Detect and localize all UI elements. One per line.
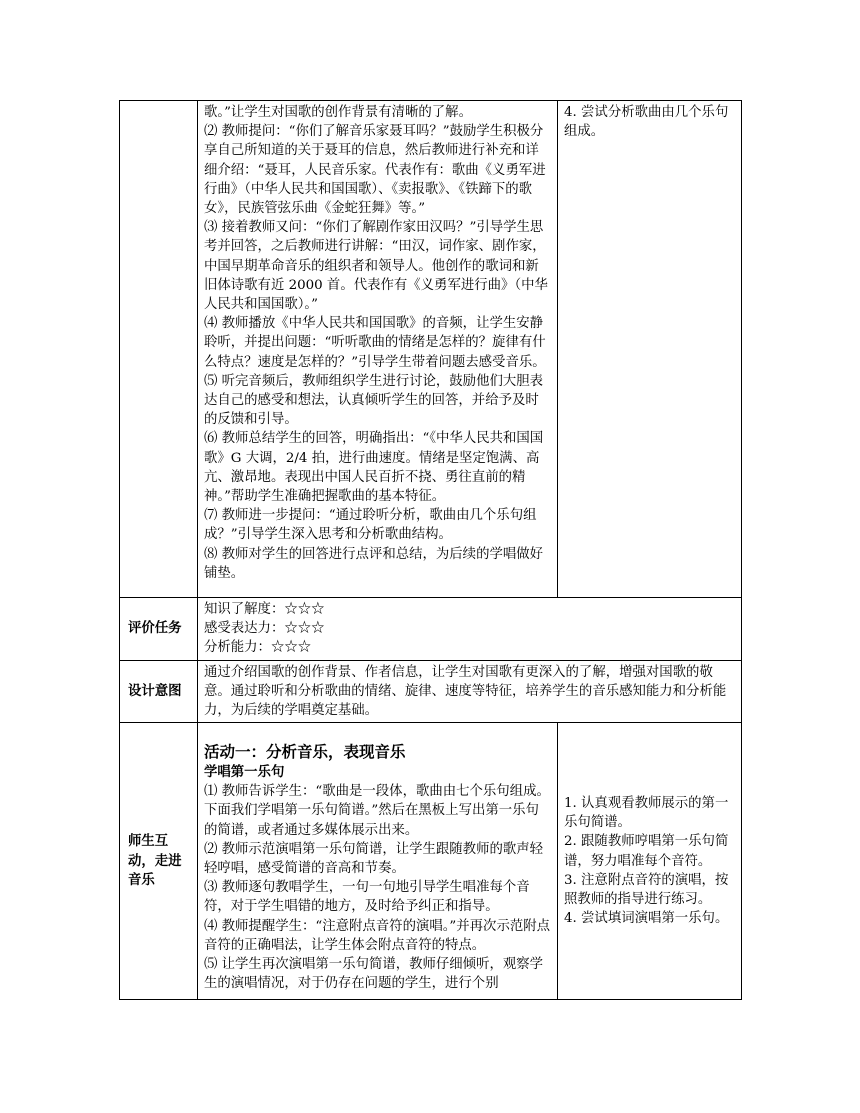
paragraph: 4. 尝试填词演唱第一乐句。 [564,911,729,927]
paragraph: ⑸ 让学生再次演唱第一乐句简谱，教师仔细倾听，观察学生的演唱情况，对于仍存在问题的学生，进行个别 [204,957,544,992]
paragraph: ⑸ 听完音频后，教师组织学生进行讨论，鼓励他们大胆表达自己的感受和想法，认真倾听学生的回答，并给予及时的反馈和引导。 [204,373,544,428]
paragraph: 歌。”让学生对国歌的创作背景有清晰的了解。 [204,105,472,120]
evaluation-item: 知识了解度：☆☆☆ [204,602,325,617]
evaluation-item: 感受表达力：☆☆☆ [204,621,325,637]
activity-title: 活动一：分析音乐，表现音乐 [204,743,406,762]
interaction-label: 师生互动，走进音乐 [120,723,198,1000]
paragraph: 3. 注意附点音符的演唱，按照教师的指导进行练习。 [564,872,729,908]
table-row [120,723,742,1000]
design-intent-cell [198,660,742,723]
evaluation-task-cell [198,598,742,661]
paragraph: ⑴ 教师告诉学生：“歌曲是一段体，歌曲由七个乐句组成。下面我们学唱第一乐句简谱。”然后在黑板上写出第一乐句的简谱，或者通过多媒体展示出来。 [204,784,550,838]
activity-subtitle: 学唱第一乐句 [204,765,285,781]
label-cell-empty [120,101,198,598]
evaluation-item: 分析能力：☆☆☆ [204,640,312,656]
student-response-cell [558,723,742,1000]
paragraph: ⑶ 接着教师又问：“你们了解剧作家田汉吗？”引导学生思考并回答，之后教师进行讲解：“田汉，词作家、剧作家，中国早期革命音乐的组织者和领导人。他创作的歌词和新旧体诗歌有近 2000 首。代表作有《义勇军进行曲》（中华人民共和国国歌）。” [204,220,548,313]
teacher-activity-cell [198,101,558,598]
student-activity-cell [558,101,742,598]
table-row [120,598,742,661]
activity-one-cell [198,723,558,1000]
paragraph: 2. 跟随教师哼唱第一乐句简谱，努力唱准每个音符。 [564,834,729,869]
paragraph: ⑻ 教师对学生的回答进行点评和总结，为后续的学唱做好铺垫。 [204,546,544,581]
design-intent-text: 通过介绍国歌的创作背景、作者信息，让学生对国歌有更深入的了解，增强对国歌的敬意。通过聆听和分析歌曲的情绪、旋律、速度等特征，培养学生的音乐感知能力和分析能力，为后续的学唱奠定基础。 [204,664,727,719]
paragraph: 1. 认真观看教师展示的第一乐句简谱。 [564,796,729,831]
paragraph: ⑺ 教师进一步提问：“通过聆听分析，歌曲由几个乐句组成？”引导学生深入思考和分析歌曲结构。 [204,508,537,543]
paragraph: ⑷ 教师提醒学生：“注意附点音符的演唱。”并再次示范附点音符的正确唱法，让学生体会附点音符的特点。 [204,918,551,953]
table-row [120,101,742,598]
lesson-plan-table [119,100,742,1000]
paragraph: ⑵ 教师提问：“你们了解音乐家聂耳吗？”鼓励学生积极分享自己所知道的关于聂耳的信息，然后教师进行补充和详细介绍：“聂耳，人民音乐家。代表作有：歌曲《义勇军进行曲》（中华人民共和国国歌）、《卖报歌》、《铁蹄下的歌女》，民族管弦乐曲《金蛇狂舞》等。” [204,124,546,217]
evaluation-task-label: 评价任务 [120,598,198,661]
paragraph: ⑶ 教师逐句教唱学生，一句一句地引导学生唱准每个音符，对于学生唱错的地方，及时给予纠正和指导。 [204,880,530,915]
paragraph: ⑵ 教师示范演唱第一乐句简谱，让学生跟随教师的歌声轻轻哼唱，感受简谱的音高和节奏。 [204,841,544,877]
paragraph: ⑷ 教师播放《中华人民共和国国歌》的音频，让学生安静聆听，并提出问题：“听听歌曲的情绪是怎样的？旋律有什么特点？速度是怎样的？”引导学生带着问题去感受音乐。 [204,316,546,370]
paragraph: 4. 尝试分析歌曲由几个乐句组成。 [564,105,729,140]
paragraph: ⑹ 教师总结学生的回答，明确指出：“《中华人民共和国国歌》G 大调，2/4 拍，进行曲速度。情绪是坚定饱满、高亢、激昂地。表现出中国人民百折不挠、勇往直前的精神。”帮助学生准确把握歌曲的基本特征。 [204,431,544,505]
table-row [120,660,742,723]
design-intent-label: 设计意图 [120,660,198,723]
